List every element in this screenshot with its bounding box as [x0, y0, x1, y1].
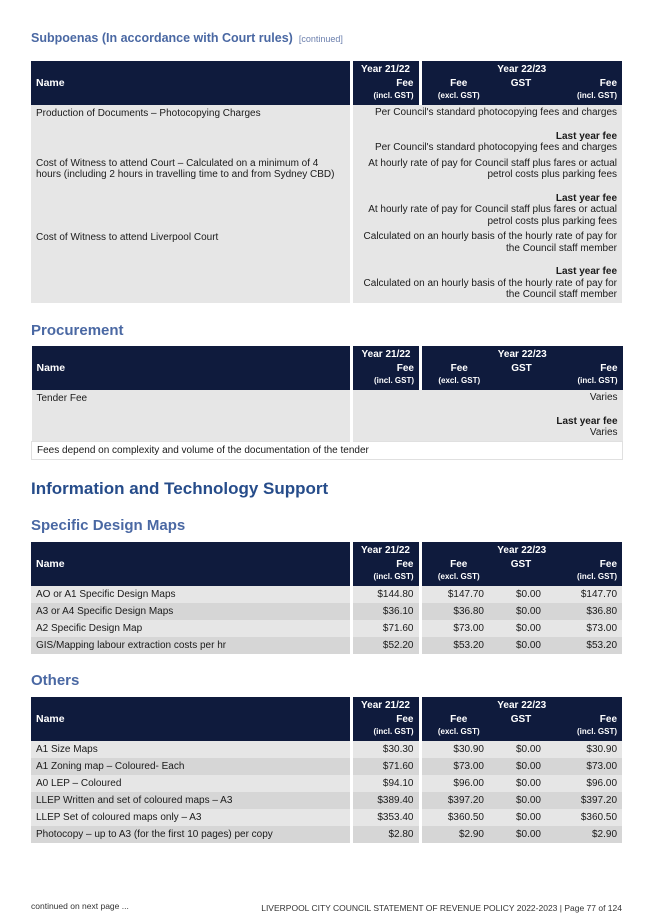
row-name: Photocopy – up to A3 (for the first 10 pages) per copy — [31, 826, 351, 843]
table-row — [31, 758, 622, 775]
row-fee-incl: $147.70 — [546, 586, 622, 603]
row-name: LLEP Set of coloured maps only – A3 — [31, 809, 351, 826]
row-name: Cost of Witness to attend Court – Calculated on a minimum of 4 hours (including 2 hours in travelling time to and from Sydney CBD) — [31, 156, 351, 230]
row-fee-excl: $73.00 — [420, 620, 496, 637]
table-row — [31, 809, 622, 826]
row-name: A0 LEP – Coloured — [31, 775, 351, 792]
row-fee-excl: $397.20 — [420, 792, 496, 809]
row-name: A3 or A4 Specific Design Maps — [31, 603, 351, 620]
row-fee-excl: $2.90 — [420, 826, 496, 843]
row-name: Tender Fee — [32, 390, 352, 441]
table-row — [31, 156, 622, 230]
table-row — [31, 637, 622, 654]
col-header-year-cur: Year 22/23 — [420, 61, 622, 77]
col-header-gst: GST — [496, 77, 546, 105]
section-title-procurement: Procurement — [31, 322, 124, 339]
row-fee-prev: $71.60 — [351, 758, 420, 775]
col-header-fee-incl: Fee (incl. GST) — [546, 558, 622, 586]
col-header-fee-excl: Fee (excl. GST) — [421, 362, 497, 390]
row-gst: $0.00 — [496, 826, 546, 843]
row-fee-text: Per Council's standard photocopying fees and charges Last year fee Per Council's standard photocopying fees and charges — [351, 105, 622, 156]
section-title-subpoenas: Subpoenas (In accordance with Court rules) [continued] — [31, 31, 343, 45]
section-title-others: Others — [31, 672, 80, 689]
row-name: GIS/Mapping labour extraction costs per hr — [31, 637, 351, 654]
row-fee-excl: $96.00 — [420, 775, 496, 792]
col-header-fee-prev: Fee (incl. GST) — [351, 558, 420, 586]
col-header-gst: GST — [497, 362, 547, 390]
col-header-year-prev: Year 21/22 — [351, 542, 420, 558]
row-fee-text: Varies Last year fee Varies — [352, 390, 623, 441]
row-fee-prev: $94.10 — [351, 775, 420, 792]
row-gst: $0.00 — [496, 758, 546, 775]
table-note-row — [32, 441, 623, 459]
table-row — [31, 105, 622, 156]
row-gst: $0.00 — [496, 620, 546, 637]
row-fee-incl: $2.90 — [546, 826, 622, 843]
table-row — [31, 603, 622, 620]
col-header-year-prev: Year 21/22 — [351, 697, 420, 713]
row-gst: $0.00 — [496, 775, 546, 792]
row-fee-excl: $30.90 — [420, 741, 496, 758]
footer-continued: continued on next page ... — [31, 901, 129, 911]
row-name: LLEP Written and set of coloured maps – A3 — [31, 792, 351, 809]
subpoenas-table — [31, 61, 622, 303]
table-row — [31, 229, 622, 303]
row-name: A1 Size Maps — [31, 741, 351, 758]
row-name: A1 Zoning map – Coloured- Each — [31, 758, 351, 775]
row-fee-prev: $353.40 — [351, 809, 420, 826]
table-row — [32, 390, 623, 441]
row-fee-excl: $73.00 — [420, 758, 496, 775]
row-name: Production of Documents – Photocopying Charges — [31, 105, 351, 156]
row-fee-incl: $96.00 — [546, 775, 622, 792]
col-header-year-cur: Year 22/23 — [420, 542, 622, 558]
section-title-it-support: Information and Technology Support — [31, 479, 329, 498]
row-name: Cost of Witness to attend Liverpool Court — [31, 229, 351, 303]
row-fee-incl: $360.50 — [546, 809, 622, 826]
table-row — [31, 741, 622, 758]
row-fee-excl: $360.50 — [420, 809, 496, 826]
row-fee-excl: $147.70 — [420, 586, 496, 603]
col-header-year-cur: Year 22/23 — [420, 697, 622, 713]
col-header-name: Name — [31, 697, 351, 741]
row-fee-prev: $30.30 — [351, 741, 420, 758]
row-fee-prev: $144.80 — [351, 586, 420, 603]
table-row — [31, 792, 622, 809]
table-note: Fees depend on complexity and volume of the documentation of the tender — [32, 441, 623, 459]
row-fee-incl: $36.80 — [546, 603, 622, 620]
col-header-fee-prev: Fee (incl. GST) — [352, 362, 421, 390]
footer-document-info: LIVERPOOL CITY COUNCIL STATEMENT OF REVENUE POLICY 2022-2023 | Page 77 of 124 — [261, 903, 622, 913]
row-fee-incl: $73.00 — [546, 620, 622, 637]
col-header-fee-incl: Fee (incl. GST) — [547, 362, 623, 390]
row-fee-incl: $30.90 — [546, 741, 622, 758]
col-header-year-prev: Year 21/22 — [351, 61, 420, 77]
row-fee-excl: $53.20 — [420, 637, 496, 654]
row-fee-text: At hourly rate of pay for Council staff plus fares or actual petrol costs plus parking fees Last year fee At hourly rate of pay for Council staff plus fares or actual petrol costs plus parking fees — [351, 156, 622, 230]
table-row — [31, 620, 622, 637]
design-maps-table — [31, 542, 622, 654]
col-header-year-cur: Year 22/23 — [421, 346, 623, 362]
col-header-gst: GST — [496, 713, 546, 741]
col-header-fee-excl: Fee (excl. GST) — [420, 77, 496, 105]
row-gst: $0.00 — [496, 637, 546, 654]
table-row — [31, 775, 622, 792]
col-header-name: Name — [32, 346, 352, 390]
row-fee-prev: $389.40 — [351, 792, 420, 809]
row-gst: $0.00 — [496, 809, 546, 826]
col-header-fee-incl: Fee (incl. GST) — [546, 77, 622, 105]
row-gst: $0.00 — [496, 792, 546, 809]
row-fee-incl: $397.20 — [546, 792, 622, 809]
col-header-fee-excl: Fee (excl. GST) — [420, 558, 496, 586]
col-header-name: Name — [31, 542, 351, 586]
row-fee-prev: $36.10 — [351, 603, 420, 620]
row-fee-prev: $52.20 — [351, 637, 420, 654]
row-gst: $0.00 — [496, 741, 546, 758]
row-gst: $0.00 — [496, 586, 546, 603]
col-header-fee-incl: Fee (incl. GST) — [546, 713, 622, 741]
row-name: AO or A1 Specific Design Maps — [31, 586, 351, 603]
row-fee-incl: $53.20 — [546, 637, 622, 654]
section-title-design-maps: Specific Design Maps — [31, 517, 186, 534]
col-header-fee-prev: Fee (incl. GST) — [351, 713, 420, 741]
col-header-name: Name — [31, 61, 351, 105]
row-fee-incl: $73.00 — [546, 758, 622, 775]
col-header-fee-prev: Fee (incl. GST) — [351, 77, 420, 105]
others-table — [31, 697, 622, 843]
row-fee-prev: $2.80 — [351, 826, 420, 843]
col-header-year-prev: Year 21/22 — [352, 346, 421, 362]
row-fee-excl: $36.80 — [420, 603, 496, 620]
row-gst: $0.00 — [496, 603, 546, 620]
procurement-table — [31, 346, 623, 460]
table-row — [31, 586, 622, 603]
continued-label: [continued] — [298, 34, 343, 44]
row-fee-prev: $71.60 — [351, 620, 420, 637]
col-header-fee-excl: Fee (excl. GST) — [420, 713, 496, 741]
col-header-gst: GST — [496, 558, 546, 586]
row-fee-text: Calculated on an hourly basis of the hourly rate of pay for the Council staff member Last year fee Calculated on an hourly basis of the hourly rate of pay for the Council staff member — [351, 229, 622, 303]
row-name: A2 Specific Design Map — [31, 620, 351, 637]
table-row — [31, 826, 622, 843]
